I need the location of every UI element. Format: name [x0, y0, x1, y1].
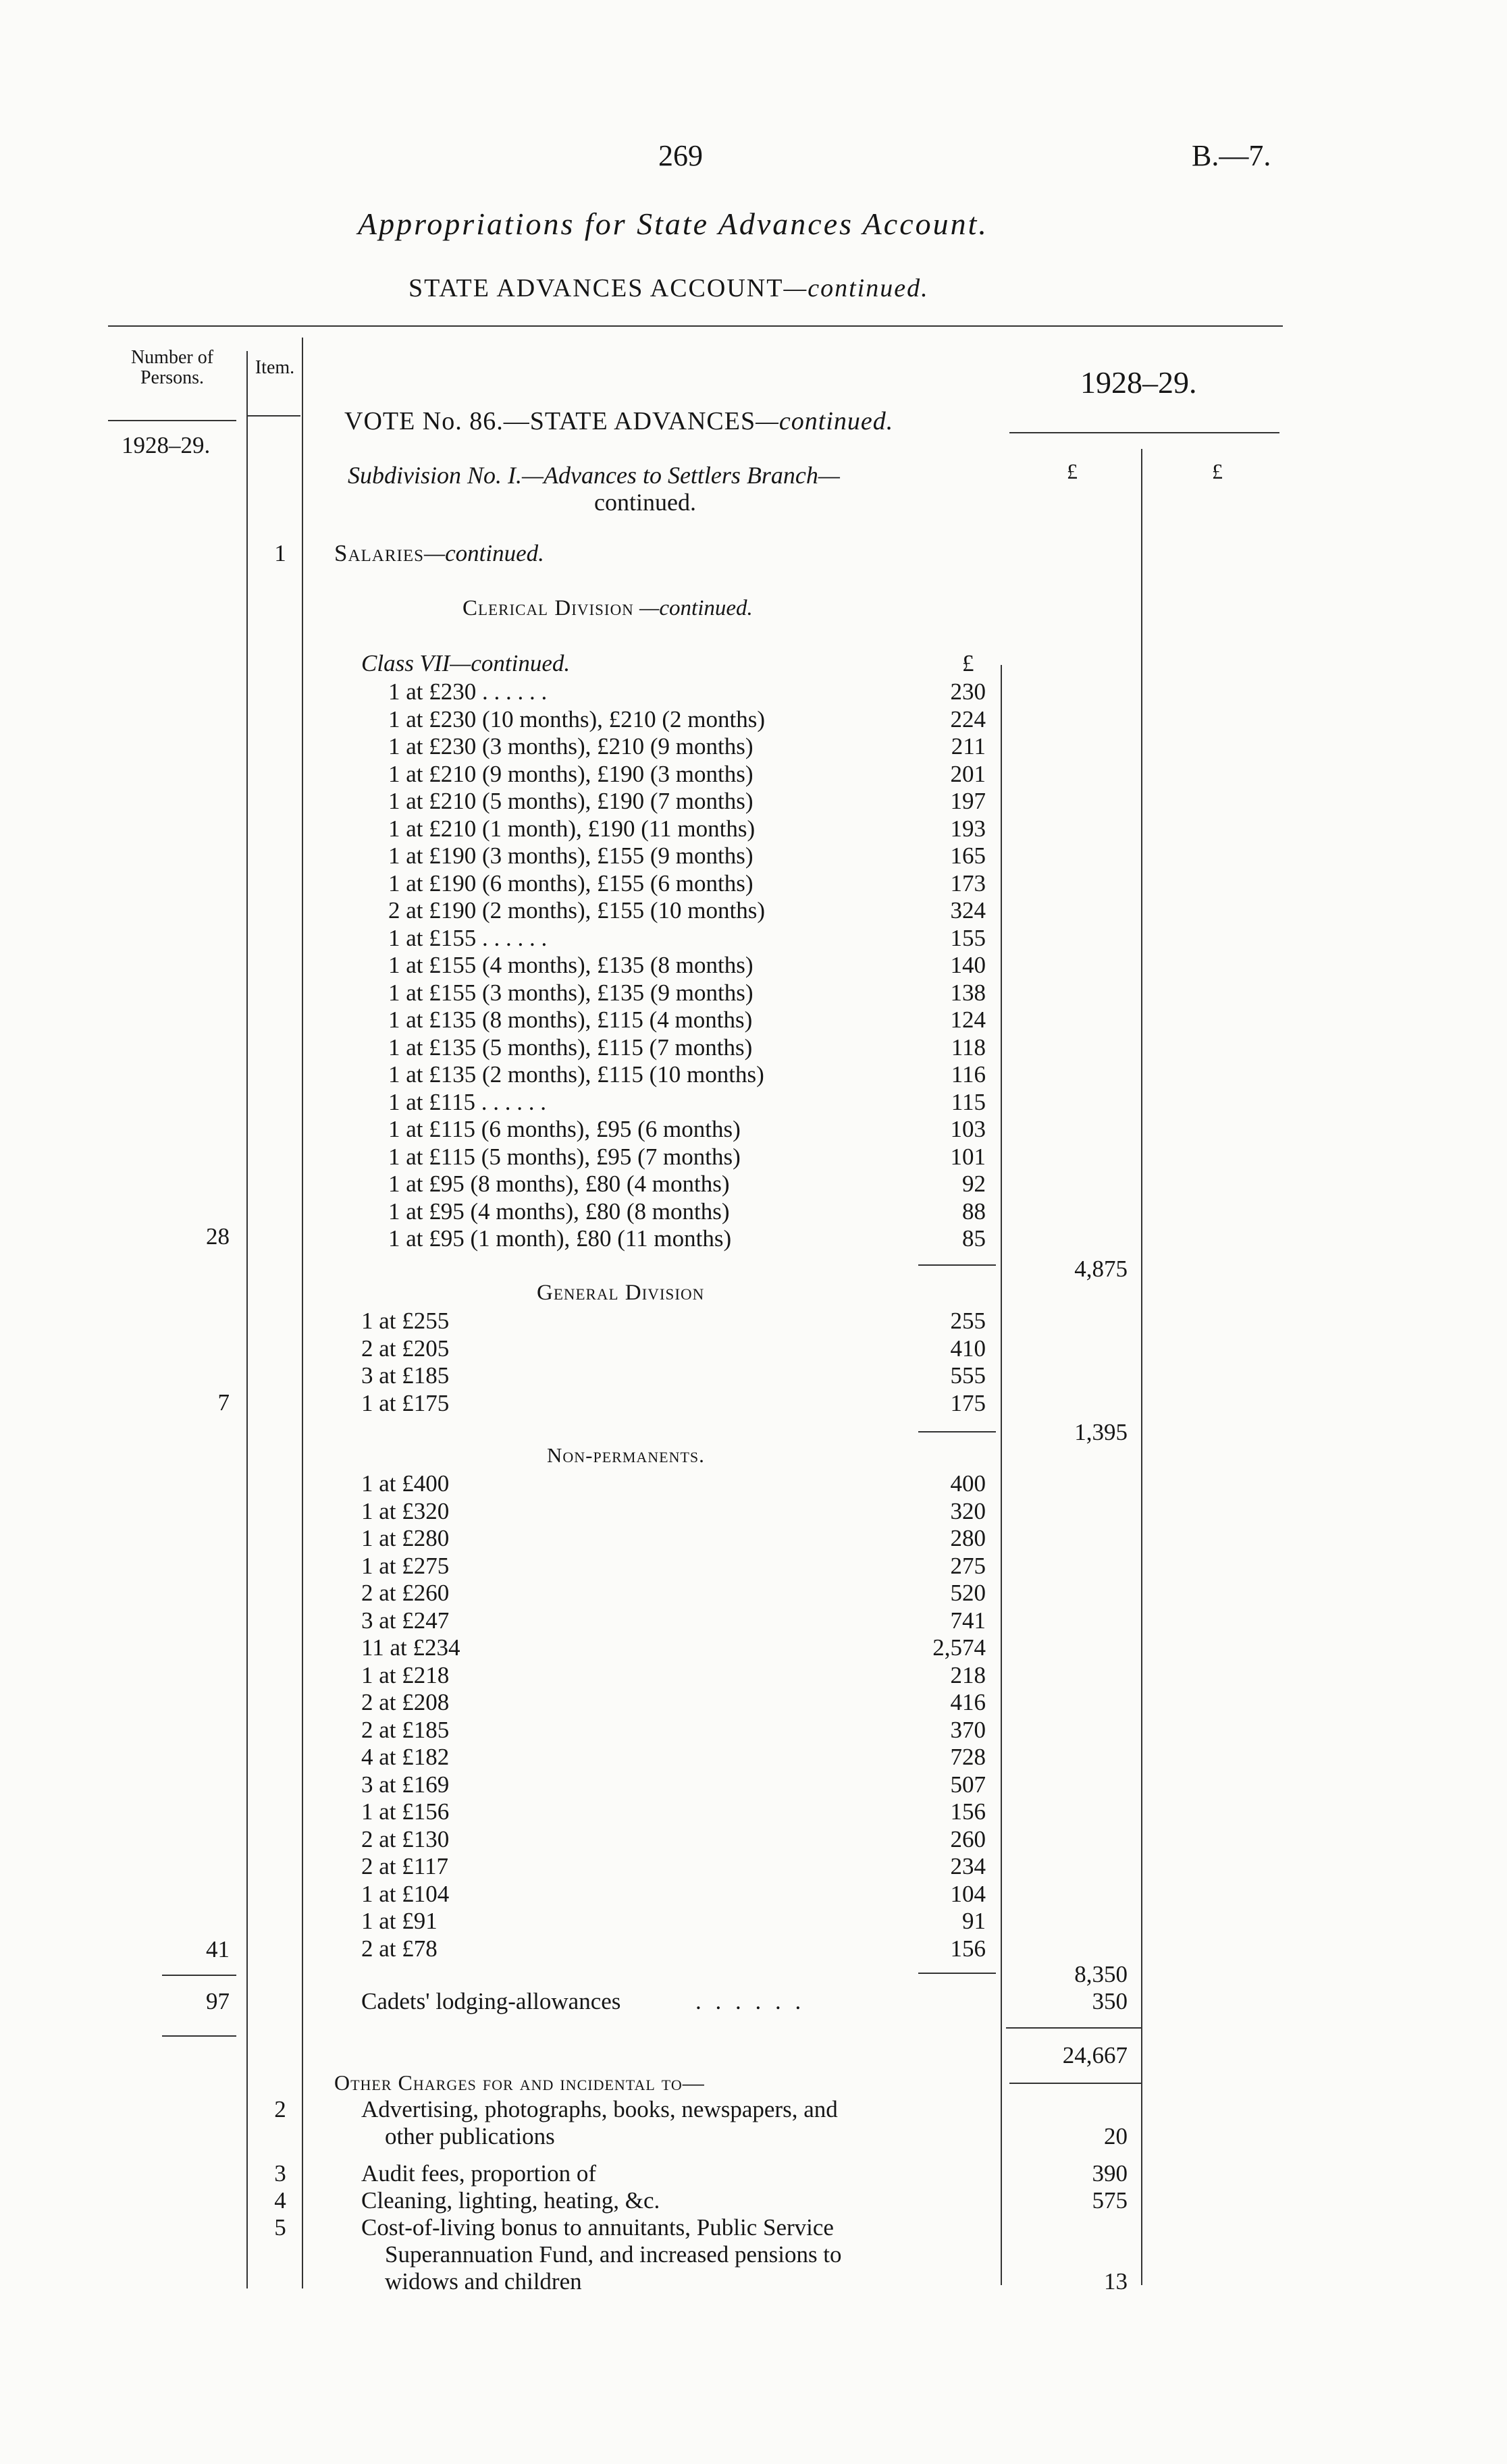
item-number: 5 [274, 2214, 286, 2241]
general-row-amount: 410 [950, 1335, 986, 1362]
salaries-total: 24,667 [1062, 2042, 1128, 2068]
clerical-row-desc: 1 at £230 (10 months), £210 (2 months) [388, 705, 766, 732]
clerical-row-desc: 1 at £155 (4 months), £135 (8 months) [388, 952, 754, 978]
persons-column-head: Number of Persons. [130, 347, 214, 388]
salaries-total-bottom-rule [1009, 2083, 1141, 2084]
clerical-row [388, 1171, 986, 1198]
subdivision-continued: continued. [594, 489, 696, 516]
general-row [361, 1308, 986, 1335]
nonperm-row-desc: 1 at £104 [361, 1880, 450, 1907]
other-charge-text: other publications [385, 2123, 555, 2149]
clerical-row [388, 678, 986, 705]
item-column-head: Item. [255, 357, 295, 378]
nonperm-row [361, 1935, 986, 1962]
clerical-row [388, 952, 986, 979]
nonperm-row-desc: 1 at £320 [361, 1497, 450, 1524]
general-total: 1,395 [1074, 1419, 1128, 1445]
nonperm-row-desc: 2 at £185 [361, 1716, 450, 1743]
other-charge-text: Advertising, photographs, books, newspapers, and [361, 2096, 838, 2122]
salaries-heading [334, 540, 544, 567]
clerical-row-desc: 1 at £115 (6 months), £95 (6 months) [388, 1116, 741, 1142]
subtitle-continued: —continued. [783, 274, 929, 302]
clerical-row-amount: 116 [951, 1061, 986, 1088]
general-subtotal-rule [918, 1431, 996, 1432]
other-charge-text: Superannuation Fund, and increased pensions to [385, 2241, 842, 2268]
nonperm-row [361, 1744, 986, 1771]
clerical-total: 4,875 [1074, 1256, 1128, 1282]
amount-col-mid-rule [1141, 449, 1142, 2285]
nonperm-row-amount: 280 [950, 1525, 986, 1551]
nonperm-row [361, 1798, 986, 1825]
nonperm-row-amount: 370 [950, 1716, 986, 1743]
nonperm-row [361, 1717, 986, 1744]
nonperm-row-amount: 400 [950, 1470, 986, 1497]
cadets-allowance-label: Cadets' lodging-allowances [361, 1988, 621, 2014]
nonperm-row [361, 1771, 986, 1798]
item-col-right-rule [302, 338, 303, 2288]
general-row-amount: 555 [950, 1362, 986, 1389]
nonperm-row-amount: 218 [950, 1661, 986, 1688]
item-col-left-rule [246, 351, 248, 2288]
clerical-row [388, 1007, 986, 1034]
nonperm-row-desc: 2 at £260 [361, 1580, 450, 1606]
nonperm-total: 8,350 [1074, 1961, 1128, 1987]
nonperm-row-desc: 1 at £218 [361, 1661, 450, 1688]
clerical-row-amount: 115 [951, 1088, 986, 1115]
clerical-row [388, 788, 986, 815]
clerical-row [388, 706, 986, 733]
nonperm-row-desc: 11 at £234 [361, 1634, 460, 1661]
clerical-row [388, 870, 986, 897]
nonperm-row-desc: 2 at £130 [361, 1825, 450, 1852]
item-number: 4 [274, 2187, 286, 2214]
clerical-row-desc: 1 at £135 (2 months), £115 (10 months) [388, 1061, 764, 1088]
table-top-rule [108, 325, 1283, 327]
subdivision-title: Subdivision No. I.—Advances to Settlers Branch— [348, 462, 840, 489]
nonperm-row [361, 1498, 986, 1525]
nonperm-row [361, 1826, 986, 1853]
clerical-row-amount: 118 [951, 1034, 986, 1061]
nonperm-row-desc: 1 at £156 [361, 1798, 450, 1825]
nonperm-row-amount: 416 [950, 1689, 986, 1715]
persons-year-label: 1928–29. [122, 432, 211, 458]
nonperm-row-amount: 234 [950, 1853, 986, 1879]
general-row [361, 1335, 986, 1362]
clerical-row [388, 925, 986, 952]
clerical-row-amount: 138 [950, 979, 986, 1006]
other-charge-amount: 20 [1104, 2123, 1128, 2149]
nonperm-row [361, 1881, 986, 1908]
nonperm-row-amount: 260 [950, 1825, 986, 1852]
item-number-1: 1 [274, 540, 286, 566]
clerical-row [388, 733, 986, 760]
clerical-row [388, 1198, 986, 1225]
nonperm-row-amount: 741 [950, 1607, 986, 1634]
clerical-row-amount: 155 [950, 924, 986, 951]
item-number: 3 [274, 2160, 286, 2187]
clerical-row-desc: 1 at £135 (8 months), £115 (4 months) [388, 1007, 753, 1033]
other-charge-text: widows and children [385, 2268, 582, 2295]
clerical-row-desc: 1 at £210 (9 months), £190 (3 months) [388, 760, 754, 787]
nonperm-row-amount: 728 [950, 1744, 986, 1770]
clerical-row [388, 980, 986, 1007]
clerical-row-amount: 201 [950, 760, 986, 787]
salaries-label: Salaries [334, 540, 425, 566]
nonperm-persons: 41 [206, 1936, 230, 1962]
general-row [361, 1390, 986, 1417]
clerical-subtotal-rule [918, 1264, 996, 1266]
general-row-amount: 255 [950, 1308, 986, 1334]
nonperm-row-amount: 275 [950, 1552, 986, 1579]
clerical-label: Clerical Division [462, 596, 634, 620]
clerical-row-amount: 140 [950, 952, 986, 978]
year-column-head: 1928–29. [1080, 365, 1197, 400]
clerical-row-desc: 1 at £230 . . . . . . [388, 678, 548, 705]
general-row-desc: 1 at £255 [361, 1308, 450, 1334]
nonperm-row [361, 1634, 986, 1661]
total-persons: 97 [206, 1988, 230, 2014]
salaries-total-top-rule [1006, 2027, 1141, 2029]
clerical-row-amount: 101 [950, 1143, 986, 1170]
other-charges-heading: Other Charges for and incidental to— [334, 2070, 705, 2095]
vote-title [344, 406, 893, 436]
subtitle-main: STATE ADVANCES ACCOUNT [408, 274, 784, 302]
clerical-row [388, 1089, 986, 1116]
nonperm-row-desc: 2 at £208 [361, 1689, 450, 1715]
clerical-row [388, 897, 986, 924]
nonperm-row-desc: 4 at £182 [361, 1744, 450, 1770]
clerical-row-amount: 124 [950, 1007, 986, 1033]
non-permanents-heading: Non-permanents. [547, 1443, 705, 1467]
clerical-persons: 28 [206, 1223, 230, 1250]
clerical-row [388, 815, 986, 842]
nonperm-row [361, 1689, 986, 1716]
page-number: 269 [658, 139, 703, 172]
other-charge-text: Cost-of-living bonus to annuitants, Public Service [361, 2214, 834, 2241]
clerical-row-desc: 1 at £95 (8 months), £80 (4 months) [388, 1171, 730, 1197]
nonperm-row [361, 1662, 986, 1689]
clerical-row-desc: 1 at £190 (6 months), £155 (6 months) [388, 869, 754, 896]
nonperm-row-desc: 2 at £78 [361, 1935, 438, 1962]
clerical-row-desc: 2 at £190 (2 months), £155 (10 months) [388, 897, 766, 923]
class-vii-label: Class VII—continued. [361, 650, 571, 676]
nonperm-row-amount: 104 [950, 1880, 986, 1907]
clerical-row-desc: 1 at £95 (1 month), £80 (11 months) [388, 1225, 732, 1252]
nonperm-row-amount: 91 [962, 1908, 986, 1934]
clerical-pound-sign: £ [962, 650, 974, 676]
general-persons: 7 [217, 1389, 230, 1416]
clerical-row [388, 1116, 986, 1143]
clerical-row-desc: 1 at £95 (4 months), £80 (8 months) [388, 1198, 730, 1225]
vote-title-main: VOTE No. 86.—STATE ADVANCES [344, 407, 756, 435]
vote-title-continued: —continued. [756, 407, 894, 435]
clerical-row-amount: 197 [950, 788, 986, 814]
nonperm-row-desc: 1 at £400 [361, 1470, 450, 1497]
general-row-desc: 2 at £205 [361, 1335, 450, 1362]
clerical-row-amount: 173 [950, 869, 986, 896]
page-title: Appropriations for State Advances Account. [358, 207, 988, 241]
clerical-row [388, 1144, 986, 1171]
clerical-row-amount: 224 [950, 705, 986, 732]
other-charge-amount: 390 [1092, 2160, 1128, 2187]
amount-col-left-rule [1001, 665, 1002, 2285]
clerical-row [388, 842, 986, 869]
persons-total-rule [162, 1975, 236, 1976]
nonperm-row [361, 1553, 986, 1580]
nonperm-row-amount: 507 [950, 1771, 986, 1798]
cadets-amount: 350 [1092, 1988, 1128, 2014]
clerical-row-amount: 88 [962, 1198, 986, 1225]
general-row [361, 1362, 986, 1389]
nonperm-row-amount: 2,574 [932, 1634, 986, 1661]
clerical-row [388, 1061, 986, 1088]
nonperm-row [361, 1607, 986, 1634]
clerical-row-desc: 1 at £230 (3 months), £210 (9 months) [388, 733, 754, 759]
other-charge-amount: 575 [1092, 2187, 1128, 2214]
nonperm-row [361, 1470, 986, 1497]
pound-column-2: £ [1212, 459, 1223, 483]
other-charge-amount: 13 [1104, 2268, 1128, 2295]
clerical-row-amount: 230 [950, 678, 986, 705]
clerical-row [388, 761, 986, 788]
clerical-row-desc: 1 at £210 (5 months), £190 (7 months) [388, 788, 754, 814]
nonperm-row-desc: 1 at £280 [361, 1525, 450, 1551]
other-charge-text: Cleaning, lighting, heating, &c. [361, 2187, 660, 2214]
clerical-row-amount: 92 [962, 1171, 986, 1197]
clerical-row-desc: 1 at £210 (1 month), £190 (11 months) [388, 815, 756, 842]
document-reference: B.—7. [1192, 139, 1271, 172]
nonperm-row-amount: 156 [950, 1935, 986, 1962]
nonperm-row [361, 1908, 986, 1935]
nonperm-row-desc: 3 at £247 [361, 1607, 450, 1634]
clerical-row-amount: 165 [950, 842, 986, 869]
clerical-row [388, 1034, 986, 1061]
clerical-row-amount: 324 [950, 897, 986, 923]
pound-column-1: £ [1067, 459, 1078, 483]
clerical-row-desc: 1 at £155 (3 months), £135 (9 months) [388, 979, 754, 1006]
nonperm-row-desc: 1 at £91 [361, 1908, 438, 1934]
clerical-row-amount: 193 [950, 815, 986, 842]
clerical-division-heading [462, 596, 753, 621]
nonperm-row-amount: 520 [950, 1580, 986, 1606]
year-head-rule [1009, 432, 1279, 433]
section-subtitle [408, 273, 929, 303]
nonperm-row-desc: 1 at £275 [361, 1552, 450, 1579]
persons-bottom-rule [162, 2035, 236, 2037]
nonperm-row-amount: 156 [950, 1798, 986, 1825]
clerical-row-desc: 1 at £190 (3 months), £155 (9 months) [388, 842, 754, 869]
clerical-row-desc: 1 at £135 (5 months), £115 (7 months) [388, 1034, 753, 1061]
clerical-row-amount: 85 [962, 1225, 986, 1252]
clerical-continued: —continued. [639, 596, 753, 620]
nonperm-row-desc: 3 at £169 [361, 1771, 450, 1798]
clerical-row-desc: 1 at £115 (5 months), £95 (7 months) [388, 1143, 741, 1170]
cadets-dots: . . . . . . [695, 1988, 805, 2014]
nonperm-row-amount: 320 [950, 1497, 986, 1524]
item-number: 2 [274, 2096, 286, 2122]
general-row-desc: 1 at £175 [361, 1389, 450, 1416]
persons-year-rule-short [246, 415, 300, 417]
nonperm-row-desc: 2 at £117 [361, 1853, 448, 1879]
clerical-row [388, 1225, 986, 1252]
other-charge-text: Audit fees, proportion of [361, 2160, 596, 2187]
persons-year-rule [108, 420, 236, 421]
general-row-amount: 175 [950, 1389, 986, 1416]
salaries-continued: —continued. [424, 540, 544, 566]
clerical-row-desc: 1 at £155 . . . . . . [388, 924, 548, 951]
general-row-desc: 3 at £185 [361, 1362, 450, 1389]
clerical-row-amount: 103 [950, 1116, 986, 1142]
general-division-heading: General Division [537, 1281, 705, 1305]
clerical-row-desc: 1 at £115 . . . . . . [388, 1088, 546, 1115]
nonperm-row [361, 1853, 986, 1880]
clerical-row-amount: 211 [951, 733, 986, 759]
nonperm-row [361, 1580, 986, 1607]
nonperm-subtotal-rule [918, 1973, 996, 1974]
nonperm-row [361, 1525, 986, 1552]
